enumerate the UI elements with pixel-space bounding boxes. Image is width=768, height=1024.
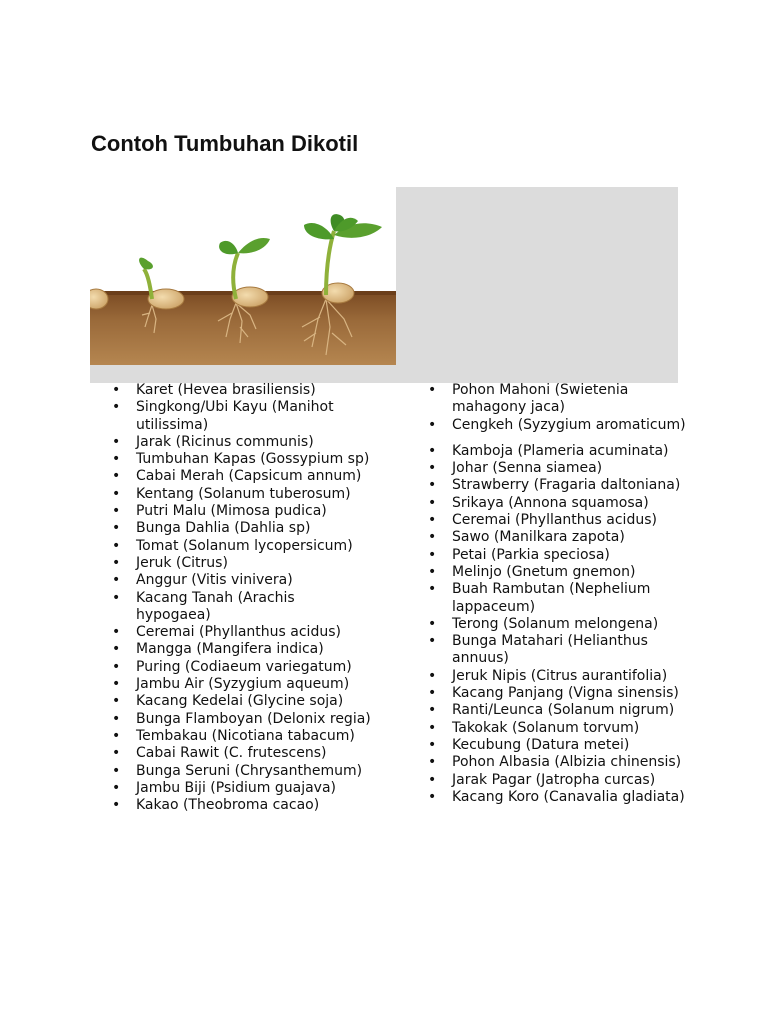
- list-item: • Jeruk Nipis (Citrus aurantifolia): [428, 668, 698, 685]
- list-item: • Jambu Air (Syzygium aqueum): [112, 676, 372, 693]
- list-item: • Tomat (Solanum lycopersicum): [112, 538, 372, 555]
- list-item: • Jarak Pagar (Jatropha curcas): [428, 772, 698, 789]
- list-item: • Kacang Koro (Canavalia gladiata): [428, 789, 698, 806]
- list-item: • Kentang (Solanum tuberosum): [112, 486, 372, 503]
- list-item: • Ceremai (Phyllanthus acidus): [428, 512, 698, 529]
- list-item: • Sawo (Manilkara zapota): [428, 529, 698, 546]
- list-item: • Buah Rambutan (Nephelium lappaceum): [428, 581, 698, 616]
- list-item: • Tembakau (Nicotiana tabacum): [112, 728, 372, 745]
- list-item: • Bunga Dahlia (Dahlia sp): [112, 520, 372, 537]
- figure-gray-panel: [396, 187, 678, 383]
- list-item: • Jarak (Ricinus communis): [112, 434, 372, 451]
- list-item: • Bunga Seruni (Chrysanthemum): [112, 763, 372, 780]
- list-item: • Kacang Tanah (Arachis hypogaea): [112, 590, 372, 625]
- page-title: Contoh Tumbuhan Dikotil: [91, 131, 359, 156]
- list-item: • Cabai Rawit (C. frutescens): [112, 745, 372, 762]
- list-item: • Karet (Hevea brasiliensis): [112, 382, 372, 399]
- right-plant-list: [428, 382, 698, 806]
- list-item: • Kacang Kedelai (Glycine soja): [112, 693, 372, 710]
- list-item: • Jeruk (Citrus): [112, 555, 372, 572]
- list-item: • Ranti/Leunca (Solanum nigrum): [428, 702, 698, 719]
- list-item: • Takokak (Solanum torvum): [428, 720, 698, 737]
- list-item: • Melinjo (Gnetum gnemon): [428, 564, 698, 581]
- list-item: • Terong (Solanum melongena): [428, 616, 698, 633]
- list-item: • Mangga (Mangifera indica): [112, 641, 372, 658]
- list-item: • Srikaya (Annona squamosa): [428, 495, 698, 512]
- list-item: • Bunga Matahari (Helianthus annuus): [428, 633, 698, 668]
- figure-bottom-strip: [90, 365, 396, 383]
- left-plant-list: [112, 382, 372, 814]
- list-item: • Cabai Merah (Capsicum annum): [112, 468, 372, 485]
- list-item: • Tumbuhan Kapas (Gossypium sp): [112, 451, 372, 468]
- sprouting-seedlings-icon: [90, 187, 396, 365]
- list-item: • Ceremai (Phyllanthus acidus): [112, 624, 372, 641]
- list-item: • Cengkeh (Syzygium aromaticum): [428, 417, 698, 434]
- list-item: • Kamboja (Plameria acuminata): [428, 443, 698, 460]
- list-item: • Kakao (Theobroma cacao): [112, 797, 372, 814]
- list-item: • Bunga Flamboyan (Delonix regia): [112, 711, 372, 728]
- list-item: • Putri Malu (Mimosa pudica): [112, 503, 372, 520]
- list-item: • Singkong/Ubi Kayu (Manihot utilissima): [112, 399, 372, 434]
- list-item: • Puring (Codiaeum variegatum): [112, 659, 372, 676]
- list-item: • Petai (Parkia speciosa): [428, 547, 698, 564]
- list-item: • Kecubung (Datura metei): [428, 737, 698, 754]
- seedling-figure: [90, 187, 678, 383]
- list-item: • Pohon Mahoni (Swietenia mahagony jaca): [428, 382, 698, 417]
- list-item: • Strawberry (Fragaria daltoniana): [428, 477, 698, 494]
- list-item: • Kacang Panjang (Vigna sinensis): [428, 685, 698, 702]
- list-item: • Jambu Biji (Psidium guajava): [112, 780, 372, 797]
- list-item: • Anggur (Vitis vinivera): [112, 572, 372, 589]
- list-item: • Johar (Senna siamea): [428, 460, 698, 477]
- list-item: • Pohon Albasia (Albizia chinensis): [428, 754, 698, 771]
